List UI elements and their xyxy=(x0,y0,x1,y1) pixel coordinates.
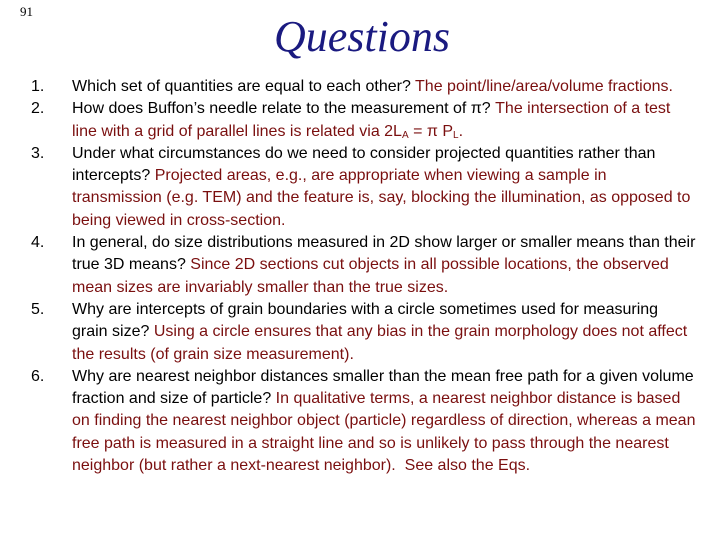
slide-title: Questions xyxy=(274,12,450,61)
answer-text-start: The intersection of a test line with a grid of parallel lines is related via 2L xyxy=(72,100,671,140)
question-item-5 xyxy=(0,299,720,366)
question-text: Why are nearest neighbor distances smaller than the mean free path for a given volume fraction and size of particle? xyxy=(72,367,694,408)
answer-text: Since 2D sections cut objects in all possible locations, the observed mean sizes are invariably smaller than the true sizes. xyxy=(72,256,669,296)
answer-text: Projected areas, e.g., are appropriate when viewing a sample in transmission (e.g. TEM) and the feature is, say, blocking the illumination, as opposed to being viewed in cross-section. xyxy=(72,167,691,229)
subscript-a: A xyxy=(401,129,409,141)
question-number: 3. xyxy=(31,144,45,162)
question-item-3 xyxy=(0,143,720,232)
page-number: 91 xyxy=(20,4,33,19)
answer-text-end: . xyxy=(458,122,464,140)
subscript-l: L xyxy=(453,129,459,141)
answer-text: The point/line/area/volume fractions. xyxy=(415,78,673,95)
answer-text: Using a circle ensures that any bias in the grain morphology does not affect the results (of grain size measurement). xyxy=(72,323,688,363)
question-list xyxy=(0,76,720,477)
answer-text: In qualitative terms, a nearest neighbor distance is based on finding the nearest neighbor object (particle) regardless of direction, whereas a mean free path is measured in a straight line and so is unlikely to pass through the nearest neighbor (but rather a next-nearest neighbor). xyxy=(72,390,696,475)
answer-text-mid: = π P xyxy=(408,122,454,140)
question-number: 1. xyxy=(31,78,45,95)
answer-text-tail: See also the Eqs. xyxy=(404,457,531,475)
question-item-4 xyxy=(0,232,720,299)
question-number: 4. xyxy=(31,234,45,252)
question-text: How does Buffon’s needle relate to the measurement of π? xyxy=(72,100,491,118)
question-text: Why are intercepts of grain boundaries with a circle sometimes used for measuring grain size? xyxy=(72,300,659,341)
question-text: Which set of quantities are equal to each other? xyxy=(72,78,411,95)
question-item-6 xyxy=(0,366,720,477)
question-number: 5. xyxy=(31,300,45,318)
question-item-2 xyxy=(0,98,720,143)
question-item-1 xyxy=(0,76,720,98)
question-text: Under what circumstances do we need to consider projected quantities rather than intercepts? xyxy=(72,144,656,185)
question-text: In general, do size distributions measured in 2D show larger or smaller means than their true 3D means? xyxy=(72,234,696,274)
question-number: 6. xyxy=(31,367,45,385)
question-number: 2. xyxy=(31,100,45,118)
